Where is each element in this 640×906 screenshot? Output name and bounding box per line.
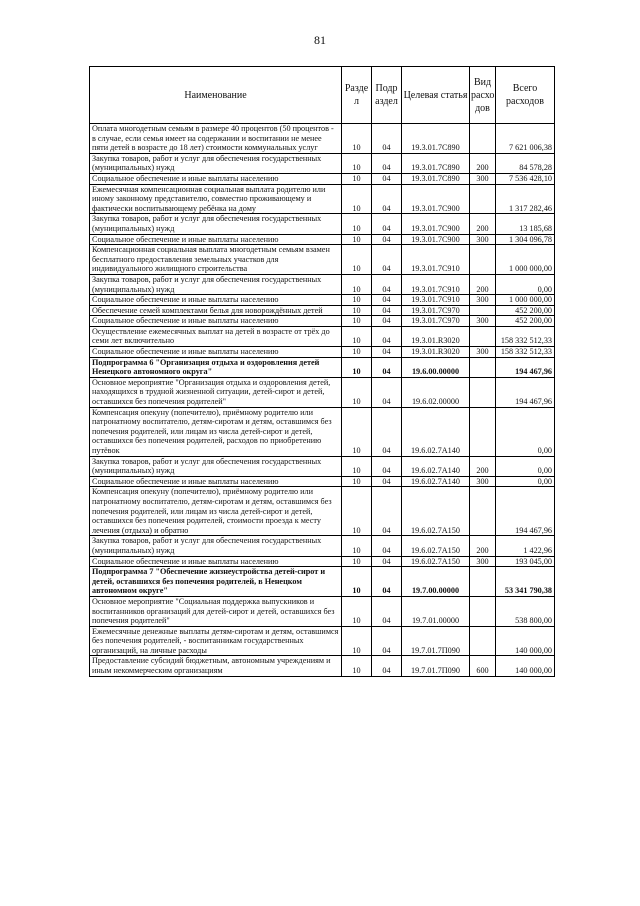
row-expense-type	[470, 596, 496, 626]
table-row	[90, 316, 555, 327]
table-row	[90, 407, 555, 456]
row-total: 1 000 000,00	[496, 245, 555, 275]
row-section: 10	[342, 357, 372, 377]
row-section: 10	[342, 295, 372, 306]
row-expense-type: 300	[470, 173, 496, 184]
row-target: 19.3.01.7С890	[402, 124, 470, 154]
row-subsection: 04	[372, 184, 402, 214]
row-subsection: 04	[372, 487, 402, 536]
row-target: 19.6.00.00000	[402, 357, 470, 377]
row-name: Компенсационная социальная выплата многодетным семьям взамен бесплатного предоставления земельных участков для индивидуального жилищного строительства	[90, 245, 342, 275]
table-row	[90, 347, 555, 358]
row-expense-type: 200	[470, 214, 496, 234]
row-expense-type: 300	[470, 295, 496, 306]
row-expense-type: 300	[470, 556, 496, 567]
row-total: 193 045,00	[496, 556, 555, 567]
table-row	[90, 456, 555, 476]
row-subsection: 04	[372, 347, 402, 358]
row-subsection: 04	[372, 326, 402, 346]
row-section: 10	[342, 245, 372, 275]
row-section: 10	[342, 536, 372, 556]
header-target: Целевая статья	[402, 67, 470, 124]
row-expense-type	[470, 305, 496, 316]
row-total: 1 317 282,46	[496, 184, 555, 214]
row-total: 452 200,00	[496, 305, 555, 316]
row-subsection: 04	[372, 305, 402, 316]
row-total: 140 000,00	[496, 626, 555, 656]
row-total: 140 000,00	[496, 656, 555, 676]
row-name: Компенсация опекуну (попечителю), приёмному родителю или патронатному воспитателю, детям-сиротам и детям, оставшимся без попечения родителей, или лицам из числа детей-сирот и детей, оставшихся без попечения родителей, расходов по приобретению путёвок	[90, 407, 342, 456]
row-total: 452 200,00	[496, 316, 555, 327]
row-subsection: 04	[372, 214, 402, 234]
row-expense-type	[470, 567, 496, 597]
row-name: Подпрограмма 7 "Обеспечение жизнеустройства детей-сирот и детей, оставшихся без попечения родителей, в Ненецком автономном округе"	[90, 567, 342, 597]
row-total: 194 467,96	[496, 377, 555, 407]
table-row	[90, 153, 555, 173]
row-section: 10	[342, 596, 372, 626]
budget-table	[89, 66, 555, 677]
row-target: 19.7.01.00000	[402, 596, 470, 626]
row-target: 19.3.01.R3020	[402, 347, 470, 358]
table-row	[90, 305, 555, 316]
row-expense-type	[470, 184, 496, 214]
row-subsection: 04	[372, 567, 402, 597]
row-total: 7 621 006,38	[496, 124, 555, 154]
row-section: 10	[342, 234, 372, 245]
table-row	[90, 656, 555, 676]
row-subsection: 04	[372, 556, 402, 567]
row-subsection: 04	[372, 234, 402, 245]
row-name: Социальное обеспечение и иные выплаты населению	[90, 316, 342, 327]
table-row	[90, 234, 555, 245]
row-subsection: 04	[372, 596, 402, 626]
row-total: 53 341 790,38	[496, 567, 555, 597]
row-section: 10	[342, 567, 372, 597]
row-target: 19.3.01.R3020	[402, 326, 470, 346]
row-name: Оплата многодетным семьям в размере 40 процентов (50 процентов - в случае, если семья имеет на содержании и воспитании не менее пяти детей в возрасте до 18 лет) стоимости коммунальных услуг	[90, 124, 342, 154]
row-subsection: 04	[372, 173, 402, 184]
row-section: 10	[342, 153, 372, 173]
table-row	[90, 295, 555, 306]
row-name: Закупка товаров, работ и услуг для обеспечения государственных (муниципальных) нужд	[90, 214, 342, 234]
row-total: 0,00	[496, 476, 555, 487]
table-row	[90, 626, 555, 656]
row-section: 10	[342, 214, 372, 234]
row-expense-type: 200	[470, 274, 496, 294]
row-total: 0,00	[496, 274, 555, 294]
row-subsection: 04	[372, 407, 402, 456]
row-expense-type	[470, 124, 496, 154]
row-name: Социальное обеспечение и иные выплаты населению	[90, 347, 342, 358]
table-header-row	[90, 67, 555, 124]
row-subsection: 04	[372, 656, 402, 676]
row-subsection: 04	[372, 536, 402, 556]
row-target: 19.6.02.7А150	[402, 536, 470, 556]
row-total: 0,00	[496, 407, 555, 456]
row-total: 158 332 512,33	[496, 326, 555, 346]
row-subsection: 04	[372, 377, 402, 407]
row-expense-type	[470, 326, 496, 346]
row-section: 10	[342, 305, 372, 316]
row-subsection: 04	[372, 245, 402, 275]
row-target: 19.6.02.00000	[402, 377, 470, 407]
row-total: 538 800,00	[496, 596, 555, 626]
row-name: Социальное обеспечение и иные выплаты населению	[90, 556, 342, 567]
row-name: Подпрограмма 6 "Организация отдыха и оздоровления детей Ненецкого автономного округа"	[90, 357, 342, 377]
table-row	[90, 326, 555, 346]
row-name: Закупка товаров, работ и услуг для обеспечения государственных (муниципальных) нужд	[90, 456, 342, 476]
row-subsection: 04	[372, 274, 402, 294]
table-row	[90, 124, 555, 154]
row-target: 19.6.02.7А140	[402, 456, 470, 476]
table-row	[90, 556, 555, 567]
row-target: 19.7.00.00000	[402, 567, 470, 597]
row-target: 19.6.02.7А140	[402, 476, 470, 487]
row-target: 19.3.01.7С900	[402, 214, 470, 234]
row-subsection: 04	[372, 476, 402, 487]
row-subsection: 04	[372, 124, 402, 154]
row-name: Ежемесячные денежные выплаты детям-сиротам и детям, оставшимся без попечения родителей, - воспитанникам государственных организаций, на личные расходы	[90, 626, 342, 656]
row-name: Социальное обеспечение и иные выплаты населению	[90, 234, 342, 245]
row-name: Основное мероприятие "Социальная поддержка выпускников и воспитанников организаций для детей-сирот и детей, оставшихся без попечения родителей"	[90, 596, 342, 626]
table-row	[90, 377, 555, 407]
row-name: Основное мероприятие "Организация отдыха и оздоровления детей, находящихся в трудной жизненной ситуации, детей-сирот и детей, оставшихся без попечения родителей"	[90, 377, 342, 407]
row-subsection: 04	[372, 626, 402, 656]
row-target: 19.3.01.7С900	[402, 184, 470, 214]
row-total: 84 578,28	[496, 153, 555, 173]
row-subsection: 04	[372, 295, 402, 306]
row-name: Компенсация опекуну (попечителю), приёмному родителю или патронатному воспитателю, детям-сиротам и детям, оставшимся без попечения родителей, или лицам из числа детей-сирот и детей, оставшихся без попечения родителей, стоимости проезда к месту лечения (отдыха) и обратно	[90, 487, 342, 536]
row-expense-type: 200	[470, 153, 496, 173]
row-total: 13 185,68	[496, 214, 555, 234]
row-section: 10	[342, 173, 372, 184]
row-subsection: 04	[372, 316, 402, 327]
header-name: Наименование	[90, 67, 342, 124]
row-expense-type	[470, 407, 496, 456]
row-target: 19.3.01.7С900	[402, 234, 470, 245]
row-section: 10	[342, 556, 372, 567]
row-expense-type: 600	[470, 656, 496, 676]
row-section: 10	[342, 626, 372, 656]
row-section: 10	[342, 184, 372, 214]
row-expense-type: 200	[470, 456, 496, 476]
row-expense-type: 300	[470, 234, 496, 245]
row-subsection: 04	[372, 153, 402, 173]
row-subsection: 04	[372, 456, 402, 476]
row-target: 19.3.01.7С910	[402, 274, 470, 294]
row-target: 19.3.01.7С910	[402, 245, 470, 275]
row-total: 194 467,96	[496, 487, 555, 536]
row-section: 10	[342, 347, 372, 358]
page-number: 81	[314, 33, 326, 47]
row-target: 19.3.01.7С890	[402, 153, 470, 173]
table-row	[90, 173, 555, 184]
row-target: 19.7.01.7П090	[402, 656, 470, 676]
row-name: Предоставление субсидий бюджетным, автономным учреждениям и иным некоммерческим организациям	[90, 656, 342, 676]
row-total: 0,00	[496, 456, 555, 476]
header-total: Всего расходов	[496, 67, 555, 124]
row-target: 19.3.01.7С890	[402, 173, 470, 184]
row-total: 1 000 000,00	[496, 295, 555, 306]
row-name: Закупка товаров, работ и услуг для обеспечения государственных (муниципальных) нужд	[90, 536, 342, 556]
row-target: 19.7.01.7П090	[402, 626, 470, 656]
row-name: Обеспечение семей комплектами белья для новорождённых детей	[90, 305, 342, 316]
row-total: 1 422,96	[496, 536, 555, 556]
row-name: Социальное обеспечение и иные выплаты населению	[90, 173, 342, 184]
row-name: Закупка товаров, работ и услуг для обеспечения государственных (муниципальных) нужд	[90, 274, 342, 294]
table-row	[90, 567, 555, 597]
table-row	[90, 596, 555, 626]
table-row	[90, 214, 555, 234]
row-name: Ежемесячная компенсационная социальная выплата родителю или иному законному представителю, совместно проживающему и фактически воспитывающему ребёнка на дому	[90, 184, 342, 214]
row-expense-type: 300	[470, 476, 496, 487]
row-expense-type: 300	[470, 347, 496, 358]
row-target: 19.3.01.7С970	[402, 316, 470, 327]
table-row	[90, 245, 555, 275]
row-section: 10	[342, 124, 372, 154]
row-total: 1 304 096,78	[496, 234, 555, 245]
table-row	[90, 274, 555, 294]
row-expense-type: 200	[470, 536, 496, 556]
row-total: 7 536 428,10	[496, 173, 555, 184]
table-row	[90, 536, 555, 556]
row-expense-type: 300	[470, 316, 496, 327]
row-section: 10	[342, 274, 372, 294]
row-target: 19.6.02.7А140	[402, 407, 470, 456]
row-target: 19.3.01.7С910	[402, 295, 470, 306]
row-section: 10	[342, 476, 372, 487]
row-subsection: 04	[372, 357, 402, 377]
row-section: 10	[342, 407, 372, 456]
row-expense-type	[470, 245, 496, 275]
table-row	[90, 357, 555, 377]
row-name: Социальное обеспечение и иные выплаты населению	[90, 295, 342, 306]
row-section: 10	[342, 456, 372, 476]
header-section: Разде л	[342, 67, 372, 124]
row-section: 10	[342, 487, 372, 536]
row-target: 19.6.02.7А150	[402, 487, 470, 536]
row-target: 19.6.02.7А150	[402, 556, 470, 567]
row-name: Осуществление ежемесячных выплат на детей в возрасте от трёх до семи лет включительно	[90, 326, 342, 346]
row-expense-type	[470, 626, 496, 656]
row-expense-type	[470, 357, 496, 377]
row-total: 158 332 512,33	[496, 347, 555, 358]
row-name: Социальное обеспечение и иные выплаты населению	[90, 476, 342, 487]
table-row	[90, 184, 555, 214]
table-row	[90, 487, 555, 536]
row-section: 10	[342, 377, 372, 407]
row-section: 10	[342, 326, 372, 346]
row-section: 10	[342, 656, 372, 676]
row-expense-type	[470, 377, 496, 407]
header-expense-type: Вид расхо дов	[470, 67, 496, 124]
row-expense-type	[470, 487, 496, 536]
row-total: 194 467,96	[496, 357, 555, 377]
header-subsection: Подр аздел	[372, 67, 402, 124]
table-row	[90, 476, 555, 487]
row-target: 19.3.01.7С970	[402, 305, 470, 316]
row-name: Закупка товаров, работ и услуг для обеспечения государственных (муниципальных) нужд	[90, 153, 342, 173]
row-section: 10	[342, 316, 372, 327]
